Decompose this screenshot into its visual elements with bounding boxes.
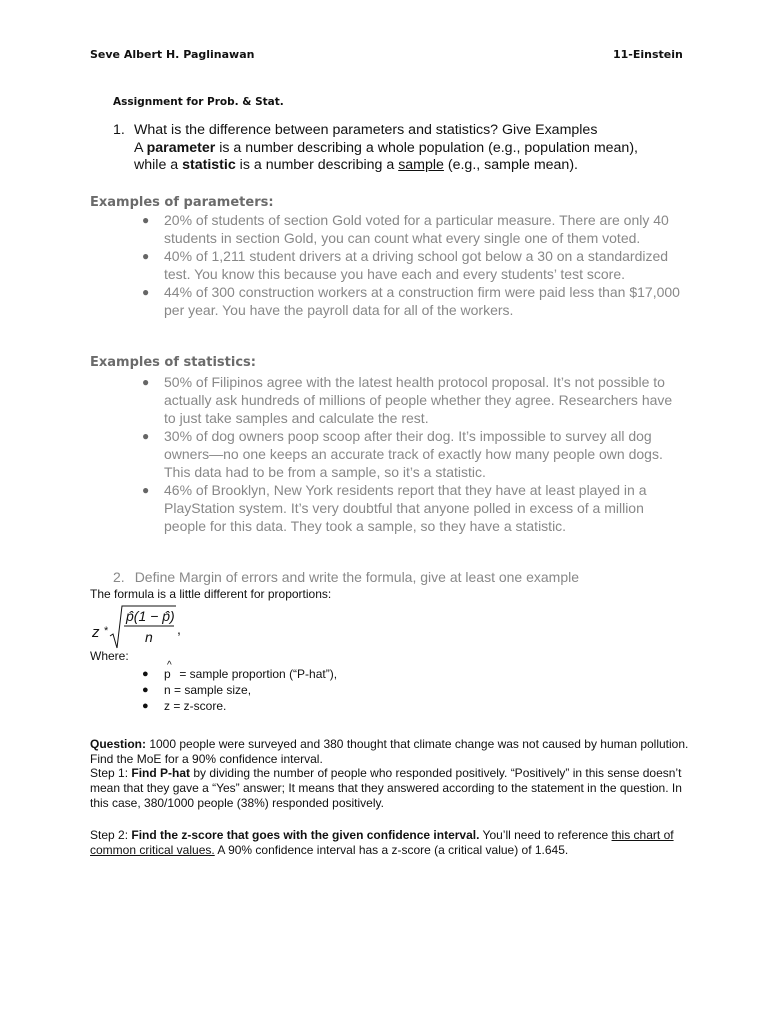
parameter-term: parameter: [146, 139, 216, 156]
list-item: [142, 247, 682, 283]
answer-text: A: [134, 139, 147, 156]
question-1-text: What is the difference between parameters and statistics? Give Examples: [134, 122, 598, 138]
list-item-text: = sample proportion (“P-hat”),: [176, 667, 338, 681]
bullet-icon: ●: [142, 700, 149, 712]
bullet-icon: ●: [142, 375, 150, 389]
bullet-icon: ●: [142, 668, 149, 680]
parameters-heading: Examples of parameters:: [90, 195, 274, 210]
p-letter: p: [164, 667, 171, 681]
list-item-text: 46% of Brooklyn, New York residents report that they have at least played in a PlayStation system. It’s very doubtful that anyone polled in excess of a million people for this data. They took a sample, so they have a statistic.: [164, 482, 647, 534]
answer-line-1: [134, 140, 713, 158]
question-1: [113, 122, 713, 175]
step-2-label: Step 2:: [90, 828, 132, 842]
question-2-text: Define Margin of errors and write the formula, give at least one example: [134, 569, 580, 585]
list-item: [142, 660, 338, 682]
step-2-title: Find the z-score that goes with the given confidence interval.: [131, 828, 480, 842]
question-label: Question:: [90, 737, 146, 751]
list-item: [142, 373, 682, 427]
list-item-text: 30% of dog owners poop scoop after their dog. It’s impossible to survey all dog owners—no one keeps an accurate track of exactly how many people own dogs. This data had to be from a sample, so it’s a statistic.: [164, 428, 663, 480]
list-item-text: n = sample size,: [164, 683, 252, 697]
statistic-term: statistic: [182, 157, 236, 173]
question-text: 1000 people were surveyed and 380 thought that climate change was not caused by human pollution. Find the MoE for a 90% confidence interval.: [90, 737, 689, 766]
formula-denominator: n: [145, 629, 153, 645]
answer-text: (e.g., sample mean).: [443, 157, 578, 173]
list-item: [142, 698, 337, 714]
list-item-text: 50% of Filipinos agree with the latest health protocol proposal. It’s not possible to actually ask hundreds of millions of people whether they agree. Researchers have to just take samples and calculate the rest.: [164, 374, 673, 426]
question-1-number: 1.: [113, 122, 125, 138]
p-hat-symbol: [164, 660, 176, 682]
list-item: [142, 283, 682, 319]
list-item-text: 20% of students of section Gold voted for a particular measure. There are only 40 students in section Gold, you can count what every single one of them voted.: [164, 212, 669, 246]
bullet-icon: ●: [142, 285, 150, 299]
where-list: [142, 660, 338, 714]
step-1-text: by dividing the number of people who responded positively. “Positively” in this sense doesn’t mean that they gave a “Yes” answer; It means that they answered according to the statement in the question. In this case, 380/1000 people (38%) responded positively.: [90, 766, 682, 810]
bullet-icon: ●: [142, 249, 150, 263]
list-item: [142, 427, 682, 481]
author-name: Seve Albert H. Paglinawan: [90, 48, 255, 61]
step-1-label: Step 1:: [90, 766, 132, 780]
step-2-text: A 90% confidence interval has a z-score (a critical value) of 1.645.: [214, 843, 569, 857]
list-item-text: 44% of 300 construction workers at a construction firm were paid less than $17,000 per year. You have the payroll data for all of the workers.: [164, 284, 680, 318]
answer-text: while a: [134, 157, 183, 173]
formula-numerator: p̂(1 − p̂): [126, 608, 175, 624]
list-item: [142, 211, 682, 247]
bullet-icon: ●: [142, 684, 149, 696]
question-2: [113, 569, 579, 585]
answer-text: is a number describing a whole population (e.g., population mean),: [215, 139, 638, 156]
answer-line-2: [134, 157, 713, 175]
list-item-text: 40% of 1,211 student drivers at a driving school got below a 30 on a standardized test. You know this because you have each and every students’ test score.: [164, 248, 669, 282]
bullet-icon: ●: [142, 213, 150, 227]
question-2-number: 2.: [113, 569, 125, 585]
formula-intro: The formula is a little different for proportions:: [90, 587, 332, 601]
answer-text: is a number describing a: [235, 157, 399, 173]
step-1-title: Find P-hat: [131, 766, 191, 780]
hat-mark: ^: [167, 660, 172, 671]
margin-of-error-formula: [90, 604, 200, 650]
sample-term: sample: [398, 157, 444, 173]
list-item: [142, 682, 337, 698]
formula-z: z: [92, 624, 100, 641]
list-item: [142, 481, 682, 535]
formula-star: *: [104, 625, 109, 637]
formula-comma: ,: [177, 621, 181, 637]
bullet-icon: ●: [142, 429, 150, 443]
step-2: [90, 828, 690, 858]
where-label: Where:: [90, 649, 129, 663]
bullet-icon: ●: [142, 483, 150, 497]
step-1: [90, 766, 690, 811]
parameters-list: [142, 211, 682, 319]
statistics-heading: Examples of statistics:: [90, 355, 256, 370]
list-item-text: z = z-score.: [164, 699, 227, 713]
critical-values-link[interactable]: this chart of common critical values.: [90, 828, 674, 857]
statistics-list: [142, 373, 682, 535]
question-1-body: [134, 122, 713, 175]
assignment-title: Assignment for Prob. & Stat.: [113, 96, 284, 108]
example-question: [90, 737, 690, 767]
step-2-text: You’ll need to reference: [479, 828, 612, 842]
section-name: 11-Einstein: [613, 48, 683, 61]
